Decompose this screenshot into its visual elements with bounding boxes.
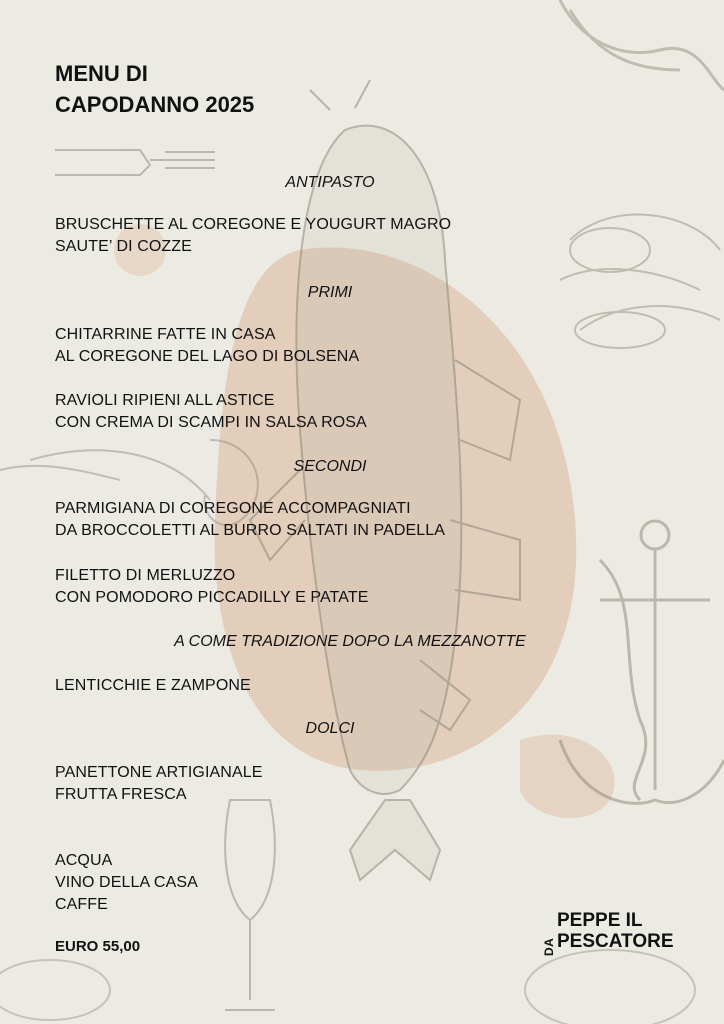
menu-item-secondi-1	[55, 498, 445, 542]
menu-item-secondi-2	[55, 565, 368, 609]
section-secondi: SECONDI	[293, 458, 367, 475]
dish-line: CAFFE	[55, 896, 108, 913]
dish-line: CON CREMA DI SCAMPI IN SALSA ROSA	[55, 414, 367, 431]
dish-line: FILETTO DI MERLUZZO	[55, 567, 236, 584]
title-line: CAPODANNO 2025	[55, 92, 255, 117]
dish-line: FRUTTA FRESCA	[55, 786, 187, 803]
section-antipasto: ANTIPASTO	[285, 174, 375, 191]
glass-drawing	[225, 800, 275, 1010]
dish-line: AL COREGONE DEL LAGO DI BOLSENA	[55, 348, 360, 365]
brand-line: PESCATORE	[557, 931, 674, 952]
section-dolci: DOLCI	[305, 720, 355, 737]
menu-price: EURO 55,00	[55, 938, 141, 955]
dish-line: CHITARRINE FATTE IN CASA	[55, 326, 276, 343]
brand-line: PEPPE IL	[557, 910, 643, 931]
menu-item-primi-1	[55, 324, 359, 368]
menu-item-primi-2	[55, 390, 367, 434]
dish-line: SAUTE’ DI COZZE	[55, 238, 192, 255]
menu-item-tradizione	[55, 675, 251, 697]
menu-item-dolci	[55, 762, 263, 806]
lobster-drawing	[560, 215, 720, 348]
cutlery-drawing	[55, 150, 215, 175]
title-line: MENU DI	[55, 61, 148, 86]
brand-prefix: DA	[542, 937, 556, 956]
dish-line: VINO DELLA CASA	[55, 874, 198, 891]
dish-line: PANETTONE ARTIGIANALE	[55, 764, 263, 781]
dish-line: RAVIOLI RIPIENI ALL ASTICE	[55, 392, 275, 409]
menu-item-antipasto	[55, 214, 451, 258]
brand-name	[557, 910, 674, 952]
section-tradizione: A COME TRADIZIONE DOPO LA MEZZANOTTE	[174, 633, 526, 650]
page-title	[55, 58, 254, 120]
dish-line: LENTICCHIE E ZAMPONE	[55, 677, 251, 694]
dish-line: DA BROCCOLETTI AL BURRO SALTATI IN PADELLA	[55, 522, 446, 539]
shell-drawing	[0, 950, 695, 1024]
dish-line: ACQUA	[55, 852, 113, 869]
dish-line: BRUSCHETTE AL COREGONE E YOUGURT MAGRO	[55, 216, 452, 233]
peach-blob-small	[520, 735, 614, 818]
section-primi: PRIMI	[307, 284, 353, 301]
dish-line: CON POMODORO PICCADILLY E PATATE	[55, 589, 369, 606]
rope-drawing	[560, 0, 724, 90]
dish-line: PARMIGIANA DI COREGONE ACCOMPAGNIATI	[55, 500, 411, 517]
menu-item-bevande	[55, 850, 198, 916]
